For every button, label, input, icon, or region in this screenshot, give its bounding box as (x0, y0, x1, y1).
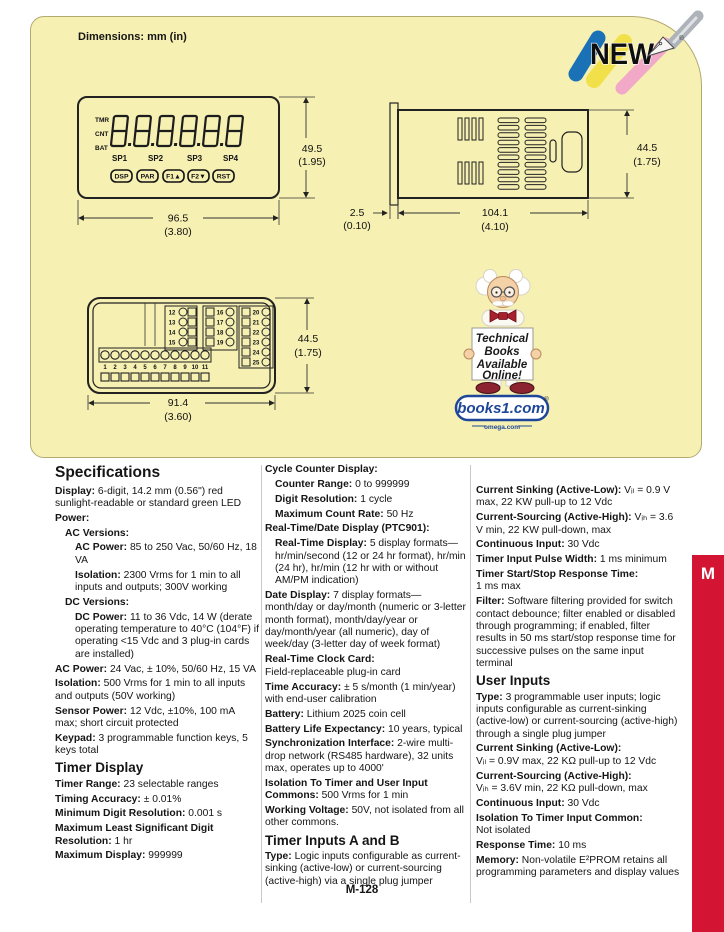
terminals-1-11 (101, 351, 209, 381)
svg-text:Books: Books (484, 346, 520, 358)
svg-text:F1▲: F1▲ (166, 173, 181, 181)
svg-text:Technical: Technical (475, 333, 529, 345)
vent-slot (498, 140, 519, 145)
spec-item: Counter Range: 0 to 999999 (275, 478, 410, 490)
terminal-lug (101, 373, 109, 381)
terminal-number: 25 (252, 360, 260, 367)
svg-text:91.4: 91.4 (167, 397, 189, 409)
terminal-screw (191, 351, 199, 359)
terminal-number: 13 (168, 320, 176, 327)
spec-section-heading: Timer Inputs A and B (265, 832, 400, 848)
terminal-number: 3 (123, 365, 127, 371)
terminal-lug (242, 348, 250, 356)
terminal-number: 11 (201, 365, 209, 371)
rear-view-drawing (75, 288, 335, 440)
vent-slot (525, 148, 546, 153)
svg-text:Available: Available (476, 359, 528, 371)
section-tab-letter: M (700, 564, 716, 583)
terminal-number: 18 (216, 330, 224, 337)
latch-pin (550, 140, 556, 162)
terminal-number: 17 (216, 320, 224, 327)
vent-slot (498, 177, 519, 182)
indicator-tmr: TMR (95, 117, 110, 124)
vent-slot (498, 170, 519, 175)
terminal-lug (242, 338, 250, 346)
pen-icon (648, 16, 698, 56)
terminal-screw (141, 351, 149, 359)
svg-text:(3.60): (3.60) (164, 411, 192, 423)
spec-label: Isolation: (75, 569, 121, 581)
front-height-dimension (279, 97, 326, 198)
spec-item: Timing Accuracy: ± 0.01% (55, 793, 182, 805)
setpoint-sp4: SP4 (223, 154, 239, 163)
spec-item: Type: Logic inputs configurable as current-sinking (active-low) or current-sourcing (active-high) via a single plug jumper (265, 850, 461, 887)
terminal-number: 22 (252, 330, 260, 337)
spec-item: Isolation To Timer and User Input Commons: 500 Vrms for 1 min (265, 777, 428, 802)
terminal-screw (226, 318, 234, 326)
meter-case (398, 110, 588, 198)
spec-item: Maximum Least Significant Digit Resolution: 1 hr (55, 823, 214, 847)
terminal-number: 15 (168, 340, 176, 347)
spec-label: Sensor Power: (55, 705, 128, 717)
status-indicator-labels (95, 117, 109, 152)
terminal-number: 2 (113, 365, 117, 371)
terminal-number: 8 (173, 365, 177, 371)
svg-text:104.1: 104.1 (481, 207, 509, 219)
spec-label: Timer Start/Stop Response Time: (476, 569, 639, 581)
spec-item: Timer Range: 23 selectable ranges (55, 778, 219, 790)
spec-item: Current Sinking (Active-Low): Vᵢₗ = 0.9 V max, 22 KW pull-up to 12 Vdc (476, 485, 671, 509)
terminal-screw (226, 328, 234, 336)
mascot-shoe (476, 383, 500, 394)
vent-slot (525, 133, 546, 138)
spec-label: Maximum Display: (55, 850, 146, 862)
setpoint-sp1: SP1 (112, 154, 128, 163)
terminal-number: 7 (163, 365, 167, 371)
spec-label: Type: (476, 691, 503, 703)
spec-label: Synchronization Interface: (265, 738, 395, 750)
spec-item (265, 523, 469, 535)
spec-item: Battery Life Expectancy: 10 years, typical (265, 723, 463, 735)
spec-item: Continuous Input: 30 Vdc (476, 797, 600, 809)
svg-text:Online!: Online! (482, 370, 522, 382)
side-depth-dimension (398, 200, 588, 233)
spec-label: Counter Range: (275, 478, 353, 490)
spec-label: Continuous Input: (476, 539, 565, 551)
spec-item: Type: 3 programmable user inputs; logic inputs configurable as current-sinking (active-low) or current-sourcing (active-high) through a single plug jumper (476, 691, 678, 740)
terminal-screw (262, 358, 270, 366)
keypad-buttons (111, 170, 234, 182)
vent-slot (525, 162, 546, 167)
spec-item: Maximum Count Rate: 50 Hz (275, 508, 414, 520)
decimal-point (197, 143, 200, 146)
terminal-number: 16 (216, 310, 224, 317)
terminal-screw (121, 351, 129, 359)
vent-slot (525, 185, 546, 190)
spec-label: Minimum Digit Resolution: (55, 808, 186, 820)
spec-item: Timer Input Pulse Width: 1 ms minimum (476, 554, 667, 566)
spec-label: Isolation: (55, 678, 101, 690)
spec-item: Current Sinking (Active-Low): Vᵢₗ = 0.9V max, 22 KΩ pull-up to 12 Vdc (476, 743, 657, 767)
omega-url: omega.com (483, 424, 521, 431)
spec-item: Keypad: 3 programmable function keys, 5 keys total (55, 732, 248, 757)
spec-label: Memory: (476, 854, 519, 866)
terminal-lug (171, 373, 179, 381)
terminal-screw (179, 308, 187, 316)
terminal-lug (141, 373, 149, 381)
spec-label: Working Voltage: (265, 805, 349, 817)
mounting-latch (562, 132, 582, 172)
svg-text:DSP: DSP (114, 173, 129, 181)
spec-item: Synchronization Interface: 2-wire multi-drop network (RS485 hardware), 32 units max, operates up to 4000' (265, 738, 454, 775)
terminal-lug (131, 373, 139, 381)
front-width-dimension (78, 200, 279, 238)
vent-slot (472, 162, 476, 184)
terminal-lug (181, 373, 189, 381)
spec-label: Current Sinking (Active-Low): (476, 743, 622, 755)
side-view-drawing (335, 85, 720, 240)
decimal-point (220, 143, 223, 146)
spec-label: Display: (55, 485, 96, 497)
vent-slot (498, 118, 519, 123)
vent-slot (525, 155, 546, 160)
terminal-number: 4 (133, 365, 137, 371)
spec-item: Isolation: 500 Vrms for 1 min to all inputs and outputs (50V working) (55, 678, 246, 702)
spec-item (65, 597, 259, 609)
terminal-screw (226, 308, 234, 316)
spec-item: Memory: Non-volatile E²PROM retains all programming parameters and display values (476, 854, 680, 878)
terminal-screw (262, 328, 270, 336)
panel-flange (390, 103, 398, 205)
spec-label: DC Versions: (65, 596, 130, 608)
vent-slot (458, 162, 462, 184)
spec-label: Keypad: (55, 732, 96, 744)
spec-label: Current-Sourcing (Active-High): (476, 770, 632, 782)
spec-label: Current-Sourcing (Active-High): (476, 512, 632, 524)
spec-item: AC Power: 85 to 250 Vac, 50/60 Hz, 18 VA (75, 542, 257, 566)
setpoint-sp3: SP3 (187, 154, 203, 163)
terminal-lug (121, 373, 129, 381)
spec-item: Sensor Power: 12 Vdc, ±10%, 100 mA max; short circuit protected (55, 705, 235, 729)
svg-text:44.5: 44.5 (297, 333, 319, 345)
terminal-screw (201, 351, 209, 359)
front-view-drawing (65, 88, 355, 243)
vent-slot (498, 155, 519, 160)
terminal-lug (111, 373, 119, 381)
vent-slot (525, 118, 546, 123)
terminal-number: 5 (143, 365, 147, 371)
meter-bezel (78, 97, 279, 198)
spec-label: Date Display: (265, 590, 331, 602)
terminal-lug (242, 358, 250, 366)
vent-slot (498, 162, 519, 167)
spec-item: Timer Start/Stop Response Time: 1 ms max (476, 569, 639, 593)
svg-text:PAR: PAR (140, 173, 155, 181)
terminal-number: 14 (168, 330, 176, 337)
spec-item (65, 528, 259, 540)
svg-text:(4.10): (4.10) (481, 221, 509, 233)
vent-slot (498, 133, 519, 138)
mascot-graphic (440, 262, 580, 434)
spec-item: Maximum Display: 999999 (55, 850, 183, 862)
spec-section-heading: User Inputs (476, 673, 551, 689)
terminal-lug (151, 373, 159, 381)
decimal-point (174, 143, 177, 146)
svg-text:RST: RST (216, 173, 231, 181)
terminal-lug (188, 318, 196, 326)
setpoint-labels (112, 154, 239, 163)
terminal-screw (262, 338, 270, 346)
spec-item: Current-Sourcing (Active-High): Vᵢₕ = 3.6V min, 22 KΩ pull-down, max (476, 770, 648, 794)
terminal-screw (179, 318, 187, 326)
terminal-screw (226, 338, 234, 346)
terminal-lug (188, 328, 196, 336)
svg-text:(1.75): (1.75) (294, 347, 322, 359)
terminal-lug (206, 338, 214, 346)
spec-label: Maximum Least Significant Digit Resolution: (55, 823, 214, 847)
spec-column-2 (265, 464, 469, 891)
svg-text:96.5: 96.5 (167, 212, 189, 225)
bezel-thickness-dimension (343, 206, 398, 232)
svg-text:(1.75): (1.75) (633, 156, 661, 168)
spec-label: Time Accuracy: (265, 681, 342, 693)
column-rule (261, 465, 262, 903)
terminal-number: 20 (252, 310, 260, 317)
column-rule (470, 465, 471, 903)
spec-label: Real-Time Clock Card: (265, 654, 375, 666)
spec-item: Current-Sourcing (Active-High): Vᵢₕ = 3.6 V min, 22 KW pull-down, max (476, 512, 674, 536)
seven-segment-display (111, 116, 243, 146)
terminal-lug (188, 308, 196, 316)
spec-label: Response Time: (476, 839, 556, 851)
vent-slot (465, 118, 469, 140)
terminal-lug (242, 328, 250, 336)
terminal-screw (181, 351, 189, 359)
spec-label: Real-Time Display: (275, 538, 367, 550)
vent-slot (525, 125, 546, 130)
rear-height-dimension (275, 298, 322, 393)
vent-slot (479, 118, 483, 140)
terminal-number: 1 (103, 365, 107, 371)
spec-item: Response Time: 10 ms (476, 839, 587, 851)
svg-text:(1.95): (1.95) (298, 156, 326, 168)
svg-text:F2▼: F2▼ (191, 173, 206, 181)
spec-label: Power: (55, 512, 90, 524)
spec-label: Continuous Input: (476, 797, 565, 809)
svg-text:44.5: 44.5 (636, 142, 658, 154)
spec-label: Maximum Count Rate: (275, 508, 384, 520)
terminal-screw (101, 351, 109, 359)
terminal-screw (262, 318, 270, 326)
terminal-screw (111, 351, 119, 359)
terminals-20-25 (242, 308, 270, 367)
vent-slot (458, 118, 462, 140)
svg-text:books1.com: books1.com (457, 400, 545, 417)
spec-label: Timing Accuracy: (55, 793, 141, 805)
spec-label: Cycle Counter Display: (265, 464, 378, 475)
spec-item: Real-Time Display: 5 display formats—hr/min/second (12 or 24 hr format), hr/min (24 hr), hr/min (12 hr with or without AM/PM indication) (275, 538, 466, 587)
spec-label: Isolation To Timer and User Input Commons: (265, 777, 428, 802)
terminal-lug (242, 318, 250, 326)
spec-label: AC Power: (75, 542, 128, 554)
decimal-point (151, 143, 154, 146)
spec-label: AC Versions: (65, 527, 130, 539)
indicator-bat: BAT (95, 145, 108, 152)
vent-slot (525, 177, 546, 182)
vent-slot (498, 125, 519, 130)
spec-label: Isolation To Timer Input Common: (476, 812, 643, 824)
terminal-screw (161, 351, 169, 359)
spec-item: Display: 6-digit, 14.2 mm (0.56") red sunlight-readable or standard green LED (55, 485, 242, 509)
spec-label: Timer Range: (55, 778, 121, 790)
spec-section-heading: Specifications (55, 464, 161, 481)
spec-label: Timer Input Pulse Width: (476, 554, 597, 566)
terminal-lug (161, 373, 169, 381)
vent-slot (498, 148, 519, 153)
terminal-lug (206, 318, 214, 326)
vent-slot (498, 185, 519, 190)
spec-label: Digit Resolution: (275, 493, 358, 505)
page-number: M-128 (345, 884, 379, 896)
new-badge (548, 4, 720, 106)
terminal-number: 19 (216, 340, 224, 347)
terminal-screw (171, 351, 179, 359)
spec-item: AC Power: 24 Vac, ± 10%, 50/60 Hz, 15 VA (55, 663, 257, 675)
terminal-screw (179, 338, 187, 346)
terminals-16-19 (206, 308, 234, 347)
svg-text:(3.80): (3.80) (164, 226, 192, 238)
terminal-screw (262, 308, 270, 316)
terminal-lug (206, 308, 214, 316)
spec-item: Isolation To Timer Input Common: Not isolated (476, 812, 643, 836)
terminal-number: 6 (153, 365, 157, 371)
vent-slot (525, 170, 546, 175)
spec-label: DC Power: (75, 611, 128, 623)
terminal-lug (201, 373, 209, 381)
spec-column-3 (476, 485, 680, 882)
terminal-number: 23 (252, 340, 260, 347)
spec-label: Type: (265, 850, 292, 862)
spec-item (55, 513, 259, 525)
dimensions-note: Dimensions: mm (in) (78, 31, 187, 43)
terminal-number: 24 (252, 350, 260, 357)
terminal-number: 10 (191, 365, 199, 371)
vent-slot (525, 140, 546, 145)
spec-label: Filter: (476, 596, 505, 608)
terminal-number: 9 (183, 365, 187, 371)
svg-text:®: ® (679, 35, 684, 42)
terminal-lug (206, 328, 214, 336)
indicator-cnt: CNT (95, 131, 109, 138)
svg-text:(0.10): (0.10) (343, 220, 371, 232)
terminal-lug (191, 373, 199, 381)
spec-item: DC Power: 11 to 36 Vdc, 14 W (derate operating temperature to 40°C (104°F) if operating <15 Vdc and 3 plug-in cards are installed) (75, 611, 259, 660)
spec-item: Date Display: 7 display formats—month/day or day/month (numeric or 3-letter month format), month/day/year or day/month/year (all numeric), day of week/day (3-letter day of week format) (265, 590, 466, 651)
spec-item: Filter: Software filtering provided for switch contact debounce; filter enabled or disabled through programming; if enabled, filter results in 50 ms start/stop response time for successive pulses on the same input terminal (476, 596, 676, 669)
section-tab-m (692, 555, 724, 932)
terminals-12-15 (169, 308, 196, 347)
spec-label: Real-Time/Date Display (PTC901): (265, 523, 430, 535)
spec-label: Battery: (265, 708, 304, 720)
svg-text:49.5: 49.5 (301, 143, 323, 155)
spec-item: Real-Time Clock Card: Field-replaceable plug-in card (265, 654, 401, 678)
terminal-lug (188, 338, 196, 346)
spec-label: AC Power: (55, 663, 108, 675)
terminal-number: 12 (168, 310, 176, 317)
spec-item: Digit Resolution: 1 cycle (275, 493, 393, 505)
svg-text:2.5: 2.5 (349, 207, 365, 219)
terminal-screw (131, 351, 139, 359)
terminal-screw (151, 351, 159, 359)
spec-item: Battery: Lithium 2025 coin cell (265, 708, 406, 720)
terminal-number: 21 (252, 320, 260, 327)
spec-item: Working Voltage: 50V, not isolated from all other commons. (265, 805, 464, 829)
decimal-point (128, 143, 131, 146)
spec-item: Time Accuracy: ± 5 s/month (1 min/year) with end-user calibration (265, 681, 456, 705)
vent-slot (472, 118, 476, 140)
spec-item: Continuous Input: 30 Vdc (476, 539, 600, 551)
spec-item: Minimum Digit Resolution: 0.001 s (55, 808, 223, 820)
side-height-dimension (588, 110, 661, 198)
terminal-screw (179, 328, 187, 336)
vent-slots (458, 118, 546, 189)
spec-section-heading: Timer Display (55, 760, 144, 776)
spec-item (265, 464, 469, 476)
vent-slot (479, 162, 483, 184)
spec-label: Battery Life Expectancy: (265, 723, 386, 735)
spec-column-1 (55, 464, 259, 865)
spec-label: Current Sinking (Active-Low): (476, 485, 622, 496)
rear-width-dimension (88, 395, 275, 423)
terminal-lug (242, 308, 250, 316)
svg-text:®: ® (544, 396, 549, 403)
vent-slot (465, 162, 469, 184)
terminal-screw (262, 348, 270, 356)
setpoint-sp2: SP2 (148, 154, 164, 163)
spec-item: Isolation: 2300 Vrms for 1 min to all inputs and outputs; 300V working (75, 569, 241, 593)
new-label: NEW (590, 38, 655, 71)
